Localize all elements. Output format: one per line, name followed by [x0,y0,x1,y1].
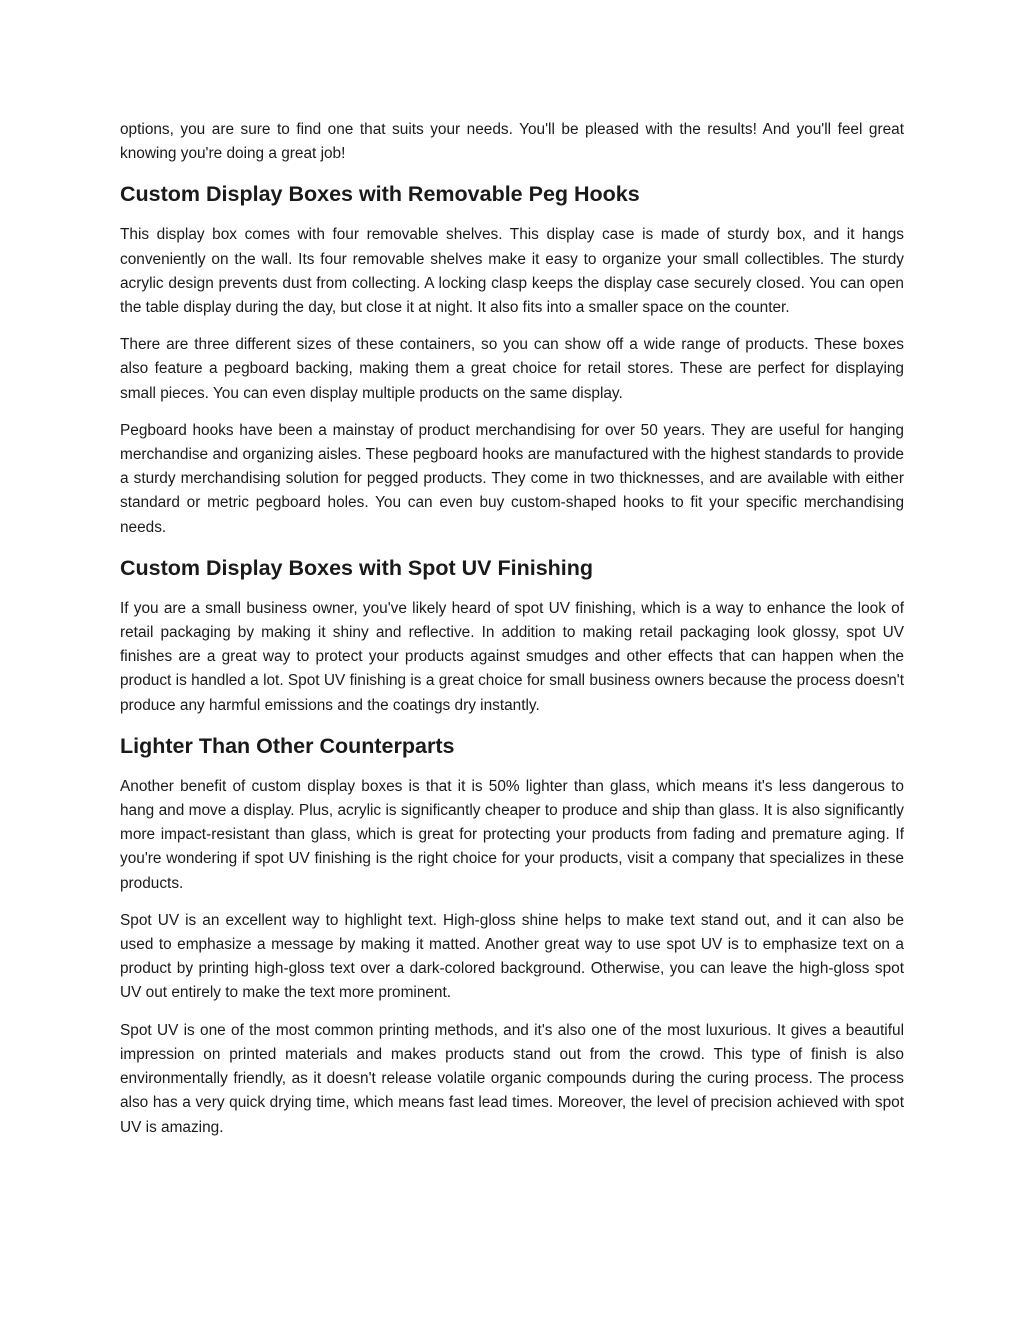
paragraph-common-printing-methods: Spot UV is one of the most common printing methods, and it's also one of the most luxurious. It gives a beautiful impression on printed materials and makes products stand out from the crowd. This type of finish is also environmentally friendly, as it doesn't release volatile organic compounds during the curing process. The process also has a very quick drying time, which means fast lead times. Moreover, the level of precision achieved with spot UV is amazing. [120,1021,904,1136]
section-heading-removable-peg-hooks: Custom Display Boxes with Removable Peg Hooks [120,182,640,207]
paragraph-pegboard-hooks: Pegboard hooks have been a mainstay of product merchandising for over 50 years. They are useful for hanging merchandise and organizing aisles. These pegboard hooks are manufactured with the highest standards to provide a sturdy merchandising solution for pegged products. They come in two thicknesses, and are available with either standard or metric pegboard holes. You can even buy custom-shaped hooks to fit your specific merchandising needs. [120,421,904,536]
paragraph-removable-shelves: This display box comes with four removable shelves. This display case is made of sturdy box, and it hangs conveniently on the wall. Its four removable shelves make it easy to organize your small collectibles. The sturdy acrylic design prevents dust from collecting. A locking clasp keeps the display case securely closed. You can open the table display during the day, but close it at night. It also fits into a smaller space on the counter. [120,226,904,317]
paragraph-lighter-than-glass: Another benefit of custom display boxes is that it is 50% lighter than glass, which means it's less dangerous to hang and move a display. Plus, acrylic is significantly cheaper to produce and ship than glass. It is also significantly more impact-resistant than glass, which is great for protecting your products from fading and premature aging. If you're wondering if spot UV finishing is the right choice for your products, visit a company that specializes in these products. [120,777,904,892]
paragraph-spot-uv-finishing: If you are a small business owner, you've likely heard of spot UV finishing, which is a way to enhance the look of retail packaging by making it shiny and reflective. In addition to making retail packaging look glossy, spot UV finishes are a great way to protect your products against smudges and other effects that can happen when the product is handled a lot. Spot UV finishing is a great choice for small business owners because the process doesn't produce any harmful emissions and the coatings dry instantly. [120,599,904,714]
paragraph-intro-continuation: options, you are sure to find one that suits your needs. You'll be pleased with the results! And you'll feel great knowing you're doing a great job! [120,121,904,163]
section-heading-spot-uv-finishing: Custom Display Boxes with Spot UV Finishing [120,555,594,580]
paragraph-container-sizes: There are three different sizes of these containers, so you can show off a wide range of products. These boxes also feature a pegboard backing, making them a great choice for retail stores. These are perfect for displaying small pieces. You can even display multiple products on the same display. [120,336,904,402]
document-page [120,118,904,1153]
paragraph-highlight-text: Spot UV is an excellent way to highlight text. High-gloss shine helps to make text stand out, and it can also be used to emphasize a message by making it matted. Another great way to use spot UV is to emphasize text on a product by printing high-gloss text over a dark-colored background. Otherwise, you can leave the high-gloss spot UV out entirely to make the text more prominent. [120,911,904,1002]
section-heading-lighter-counterparts: Lighter Than Other Counterparts [120,733,455,758]
